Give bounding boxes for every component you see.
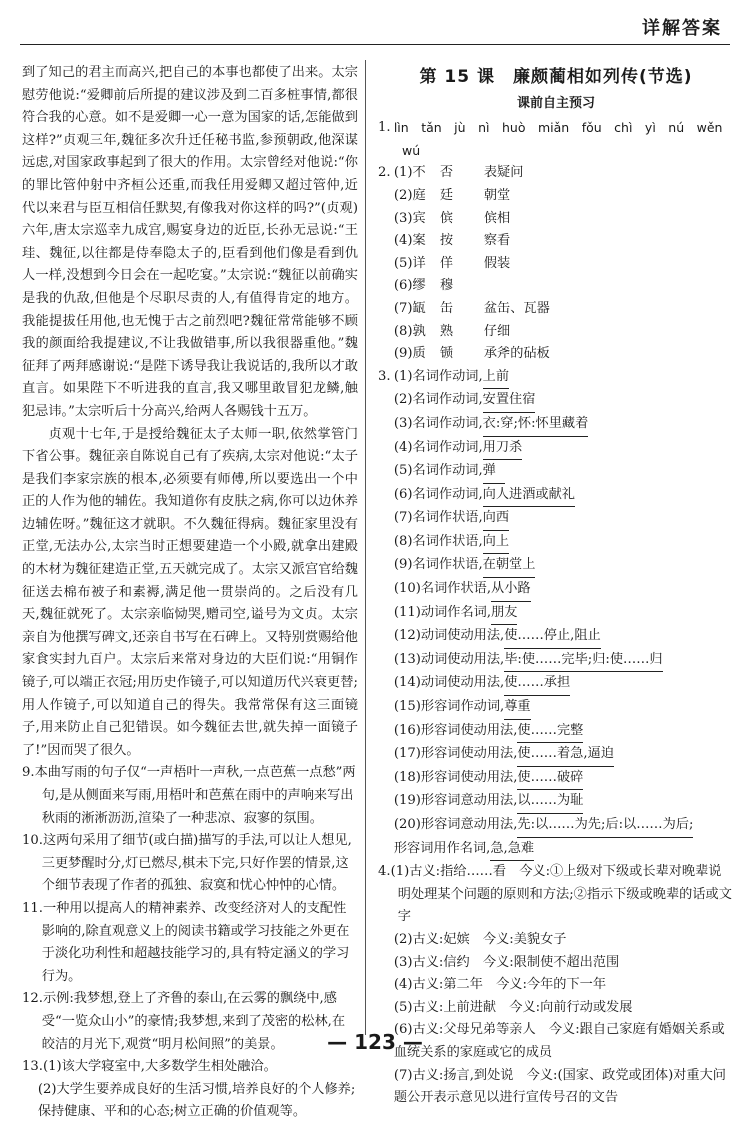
char-meaning: 朝堂 <box>483 187 511 203</box>
answer-2-row <box>394 343 550 366</box>
answer-2-row <box>394 321 550 344</box>
answer-3-item <box>394 814 694 838</box>
correct-char: 佯 <box>439 255 454 271</box>
header-title: 详解答案 <box>642 18 722 39</box>
answer-2-row <box>394 298 550 321</box>
answer-3-item <box>394 531 694 555</box>
usage-type: (2)名词作动词, <box>393 392 483 408</box>
answer-3-item <box>394 578 694 602</box>
char-meaning: 傧相 <box>483 210 511 226</box>
answer-4-list <box>378 861 734 1110</box>
answer-4-item: (2)古义:妃嫔 今义:美貌女子 <box>393 931 567 947</box>
answer-2-row <box>394 162 550 185</box>
usage-type: (18)形容词使动用法, <box>393 769 518 785</box>
answer-1-pinyin: lìn tǎn jù nì huò miǎn fǒu chì yì nú wěn <box>393 120 723 136</box>
section-title: 课前自主预习 <box>516 95 595 111</box>
correct-char: 否 <box>439 165 454 181</box>
usage-type: (4)名词作动词, <box>393 439 483 455</box>
answer-2 <box>378 162 734 365</box>
answer-3-tail <box>378 838 734 862</box>
answer-2-list <box>394 162 550 365</box>
answer-3-item <box>394 554 694 578</box>
answer-3-item <box>394 743 694 767</box>
usage-answer: 安置住宿 <box>483 389 536 413</box>
wrong-char: (1)不 <box>393 165 426 181</box>
wrong-char: (5)详 <box>393 255 426 271</box>
answer-2-row <box>394 253 550 276</box>
usage-answer: 使……承担 <box>504 672 570 696</box>
answer-13-2: (2)大学生要养成良好的生活习惯,培养良好的个人修养;保持健康、平和的心态;树立正确的价值观等。 <box>37 1081 356 1120</box>
usage-answer: 使……着急,逼迫 <box>517 743 614 767</box>
answer-4-item: (4)古义:第二年 今义:今年的下一年 <box>393 977 607 993</box>
correct-char: 锧 <box>439 346 454 362</box>
usage-type: (3)名词作动词, <box>393 415 483 431</box>
answer-3-item <box>394 437 694 461</box>
answer-3-number: 3. <box>378 368 391 384</box>
correct-char: 傧 <box>439 210 454 226</box>
usage-answer: 在朝堂上 <box>483 554 536 578</box>
usage-answer: 向人进酒或献礼 <box>483 484 575 508</box>
answer-13-1: 13.(1)该大学寝室中,大多数学生相处融洽。 <box>22 1059 277 1075</box>
right-column <box>378 62 734 1110</box>
answer-3-item <box>394 720 694 744</box>
answer-3-item <box>394 484 694 508</box>
usage-type: (8)名词作状语, <box>393 533 483 549</box>
usage-type: (19)形容词意动用法, <box>393 793 518 809</box>
usage-answer: 从小路 <box>491 578 531 602</box>
answer-3-item <box>394 696 694 720</box>
char-meaning: 表疑问 <box>483 165 524 181</box>
answer-2-row <box>394 230 550 253</box>
answer-3-tail-answer: 急,急难 <box>490 838 534 862</box>
answer-2-row <box>394 208 550 231</box>
usage-answer: 以……为耻 <box>517 790 583 814</box>
usage-type: (14)动词使动用法, <box>393 675 505 691</box>
answer-3-item <box>394 507 694 531</box>
answer-11: 11.一种用以提高人的精神素养、改变经济对人的支配性影响的,除直观意义上的阅读书籍或学习技能之外更在于淡化功利性和超越技能学习的,具有特定涵义的学习行为。 <box>22 900 350 984</box>
answer-2-row <box>394 275 550 298</box>
answer-3-item <box>394 672 694 696</box>
usage-answer: 先:以……为先;后:以……为后; <box>517 814 693 838</box>
usage-answer: 使……停止,阻止 <box>504 625 601 649</box>
left-column <box>22 62 358 1124</box>
usage-answer: 衣:穿;怀:怀里藏着 <box>483 413 589 437</box>
usage-type: (20)形容词意动用法, <box>393 817 518 832</box>
answer-3-item <box>394 389 694 413</box>
usage-type: (10)名词作状语, <box>393 581 492 597</box>
usage-type: (17)形容词使动用法, <box>393 746 518 762</box>
wrong-char: (9)质 <box>393 346 426 362</box>
answer-2-row <box>394 185 550 208</box>
usage-answer: 使……完整 <box>517 720 583 744</box>
correct-char: 廷 <box>439 187 454 203</box>
answer-2-number: 2. <box>378 165 391 181</box>
correct-char: 缶 <box>439 300 454 316</box>
usage-type: (12)动词使动用法, <box>393 628 505 644</box>
answer-3-item <box>394 625 694 649</box>
lesson-title: 第 15 课 廉颇蔺相如列传(节选) <box>419 67 693 87</box>
wrong-char: (6)缪 <box>393 278 426 294</box>
answer-3-item <box>394 767 694 791</box>
usage-type: (5)名词作动词, <box>393 463 483 479</box>
answer-1-pinyin-cont: wú <box>402 142 421 158</box>
usage-answer: 向上 <box>483 531 509 555</box>
usage-type: (7)名词作状语, <box>393 510 483 526</box>
usage-type: (1)名词作动词, <box>393 368 483 384</box>
column-divider <box>365 60 366 1035</box>
answer-4-item: (6)古义:父母兄弟等亲人 今义:跟自己家庭有婚姻关系或血统关系的家庭或它的成员 <box>393 1022 725 1060</box>
translation-paragraph-1: 到了知己的君主而高兴,把自己的本事也都使了出来。太宗慰劳他说:“爱卿前后所提的建议涉及到二百多桩事情,都很符合我的心意。如不是爱卿一心一意为国家的话,怎能做到这样?”贞观三年,魏征多次升迁任秘书监,参预朝政,他深谋远虑,对国家政事起到了很大的作用。太宗曾经对他说:“你的罪比管仲射中齐桓公还重,而我任用爱卿又超过管仲,近代以来君与臣互相信任默契,有像我对你这样的吗?”(贞观)六年,唐太宗巡幸九成宫,赐宴身边的近臣,长孙无忌说:“王珪、魏征,以往都是侍奉隐太子的,臣看到他们像是看到仇人一样,没想到今日会在一起吃宴。”太宗说:“魏征以前确实是我的仇敌,但他是个尽职尽责的人,有值得肯定的地方。我能提拔任用他,也无愧于古之前烈吧?魏征常常能够不顾我的颜面给我提建议,不让我做错事,所以我很器重他。”魏征拜了两拜感谢说:“是陛下诱导我让我说话的,我所以才敢直言。如果陛下不听进我的直言,我又哪里敢冒犯龙鳞,触犯忌讳。”太宗听后十分高兴,给两人各赐钱十五万。 <box>22 65 358 419</box>
answer-4-item: (7)古义:扬言,到处说 今义:(国家、政党或团体)对重大问题公开表示意见以进行宣传号召的文告 <box>393 1067 726 1106</box>
usage-answer: 上前 <box>483 366 509 390</box>
answer-3-list <box>394 366 694 838</box>
char-meaning: 察看 <box>483 233 511 249</box>
correct-char: 熟 <box>439 323 454 339</box>
answer-1-number: 1. <box>378 120 391 136</box>
usage-answer: 毕:使……完毕;归:使……归 <box>504 649 662 673</box>
char-meaning: 仔细 <box>483 323 511 339</box>
usage-answer: 朋友 <box>491 602 517 626</box>
wrong-char: (8)孰 <box>393 323 426 339</box>
usage-type: (11)动词作名词, <box>393 604 492 620</box>
translation-paragraph-2: 贞观十七年,于是授给魏征太子太师一职,依然掌管门下省公事。魏征亲自陈说自己有了疾病,太宗对他说:“太子是我们李家宗族的根本,必须要有师傅,所以要选出一个中正的人作为他的辅佐。我知道你有皮肤之病,你可以边休养边辅佐呀。”魏征这才就职。不久魏征得病。魏征家里没有正堂,无法办公,太宗当时正想要建造一个小殿,就拿出建殿的木材为魏征建造正堂,五天就完成了。太宗又派宫官给魏征送去棉布被子和素褥,满足他一贯崇尚的。之后没有几天,魏征就死了。太宗亲临恸哭,赠司空,谥号为文贞。太宗亲自为他撰写碑文,还亲自书写在石碑上。又特别赏赐给他家食实封九百户。太宗后来常对身边的大臣们说:“用铜作镜子,可以端正衣冠;用历史作镜子,可以知道历代兴衰更替;用人作镜子,可以知道自己的得失。我常常保有这三面镜子,用来防止自己犯错误。如今魏征去世,就失掉一面镜子了!”因而哭了很久。 <box>22 426 358 758</box>
correct-char: 穆 <box>439 278 454 294</box>
usage-type: (15)形容词作动词, <box>393 699 505 715</box>
page-number: — 123 — <box>327 1030 423 1054</box>
char-meaning: 盆缶、瓦器 <box>483 300 550 316</box>
usage-answer: 用刀杀 <box>483 437 523 461</box>
answer-3-item <box>394 366 694 390</box>
answer-3 <box>378 366 734 838</box>
usage-type: (16)形容词使动用法, <box>393 722 518 738</box>
usage-answer: 弹 <box>483 460 505 484</box>
usage-type: (6)名词作动词, <box>393 486 483 502</box>
answer-3-item <box>394 602 694 626</box>
usage-answer: 尊重 <box>504 696 530 720</box>
answer-4-item: (5)古义:上前进献 今义:向前行动或发展 <box>393 999 633 1015</box>
answer-4-item: 4.(1)古义:指给……看 今义:①上级对下级或长辈对晚辈说明处理某个问题的原则和方法;②指示下级或晚辈的话或文字 <box>378 864 732 925</box>
char-meaning: 承斧的砧板 <box>483 346 550 362</box>
answer-3-item <box>394 649 694 673</box>
answer-3-item <box>394 460 694 484</box>
usage-answer: 向西 <box>483 507 509 531</box>
header-rule <box>20 44 730 45</box>
usage-answer: 使……破碎 <box>517 767 583 791</box>
answer-9: 9.本曲写雨的句子仅“一声梧叶一声秋,一点芭蕉一点愁”两句,是从侧面来写雨,用梧叶和芭蕉在雨中的声响来写出秋雨的淅淅沥沥,渲染了一种悲凉、寂寥的氛围。 <box>22 765 356 826</box>
answer-3-tail-type: 形容词用作名词, <box>393 840 491 856</box>
wrong-char: (7)缻 <box>393 300 426 316</box>
char-meaning: 假装 <box>483 255 511 271</box>
wrong-char: (2)庭 <box>393 187 426 203</box>
answer-12: 12.示例:我梦想,登上了齐鲁的泰山,在云雾的飘绕中,感受“一览众山小”的豪情;我梦想,来到了茂密的松林,在皎洁的月光下,观赏“明月松间照”的美景。 <box>22 991 346 1052</box>
answer-3-item <box>394 413 694 437</box>
answer-3-item <box>394 790 694 814</box>
usage-type: (13)动词使动用法, <box>393 651 505 667</box>
usage-type: (9)名词作状语, <box>393 557 483 573</box>
answer-10: 10.这两句采用了细节(或白描)描写的手法,可以让人想见,三更梦醒时分,灯已燃尽,棋未下完,只好作罢的情景,这个细节表现了作者的孤独、寂寞和忧心忡忡的心情。 <box>22 833 352 894</box>
answer-1 <box>378 117 734 140</box>
correct-char: 按 <box>439 233 454 249</box>
wrong-char: (4)案 <box>393 233 426 249</box>
wrong-char: (3)宾 <box>393 210 426 226</box>
answer-4-item: (3)古义:信约 今义:限制使不超出范围 <box>393 954 620 970</box>
